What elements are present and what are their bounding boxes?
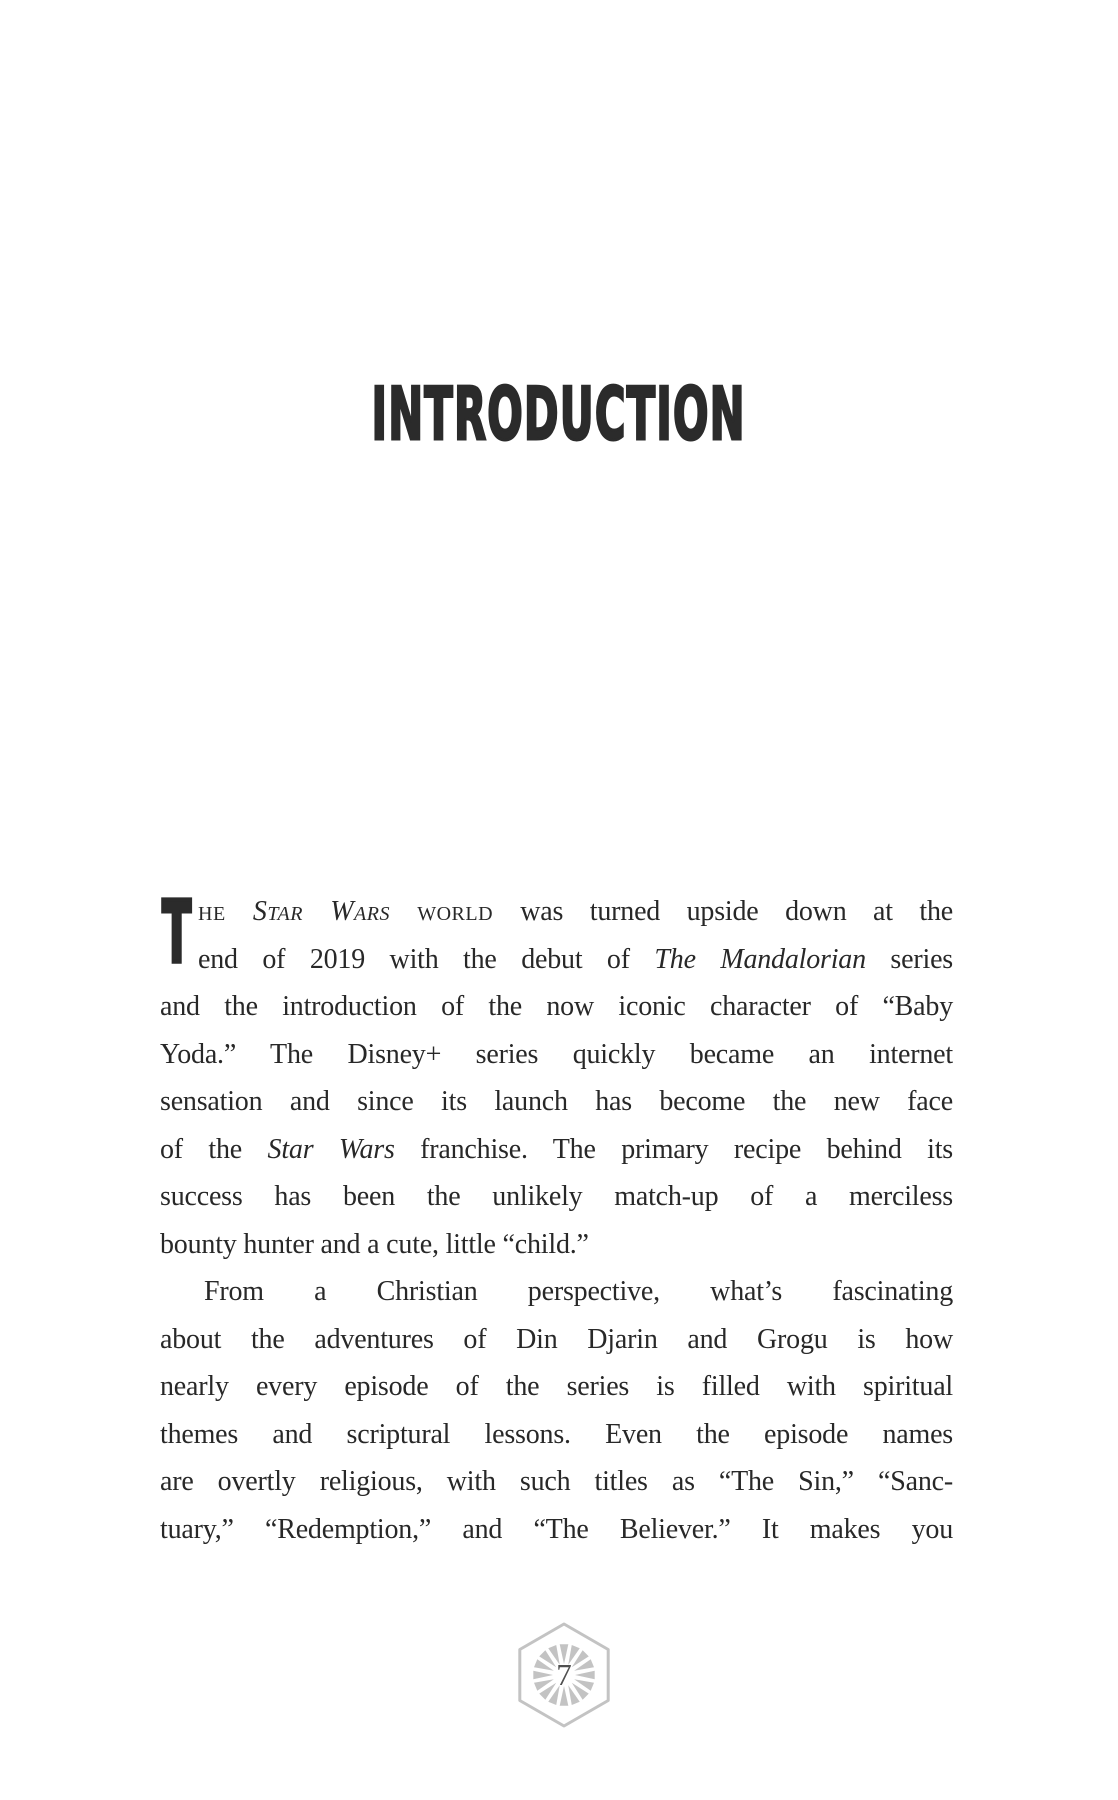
text-segment: The Mandalorian — [654, 943, 866, 975]
drop-cap: T — [162, 883, 192, 983]
text-segment: Star Wars — [267, 1133, 395, 1165]
text-segment: bounty hunter and a cute, little “child.” — [160, 1228, 589, 1260]
text-line — [160, 1458, 953, 1506]
text-segment: tuary,” “Redemption,” and “The Believer.” It makes you — [160, 1513, 953, 1545]
text-line — [160, 1268, 953, 1316]
text-segment: series — [865, 943, 953, 975]
text-line — [160, 1173, 953, 1221]
text-segment: of the — [160, 1133, 268, 1165]
text-segment: themes and scriptural lessons. Even the episode names — [160, 1418, 953, 1450]
text-line — [160, 936, 953, 984]
body-text — [160, 883, 953, 1553]
text-segment: sensation and since its launch has become the new face — [160, 1086, 953, 1117]
text-segment: end of 2019 with the debut of — [198, 943, 655, 975]
text-segment: world — [389, 896, 521, 927]
text-line — [160, 983, 953, 1031]
text-line — [160, 1506, 953, 1554]
text-line — [160, 1031, 953, 1079]
text-line — [160, 1126, 953, 1174]
text-segment: are overtly religious, with such titles as “The Sin,” “Sanc- — [160, 1466, 953, 1497]
text-line — [160, 1411, 953, 1459]
text-line — [160, 1363, 953, 1411]
text-segment: nearly every episode of the series is filled with spiritual — [160, 1371, 953, 1402]
text-segment: Yoda.” The Disney+ series quickly became an internet — [160, 1038, 953, 1070]
text-segment: franchise. The primary recipe behind its — [394, 1133, 953, 1165]
text-segment: was turned upside down at the — [520, 896, 953, 927]
text-line — [160, 1316, 953, 1364]
page-number-emblem — [506, 1617, 622, 1733]
text-segment: about the adventures of Din Djarin and Grogu is how — [160, 1323, 953, 1355]
text-segment: Star Wars — [252, 896, 390, 927]
page-number: 7 — [556, 1657, 572, 1692]
chapter-title — [0, 372, 1118, 456]
text-line — [160, 1221, 953, 1269]
paragraph-lines — [160, 883, 953, 1553]
text-line — [160, 1078, 953, 1126]
text-segment: From a Christian perspective, what’s fascinating — [204, 1276, 953, 1307]
text-segment: he — [198, 896, 253, 927]
chapter-title-text: INTRODUCTION — [371, 372, 747, 456]
text-line — [160, 888, 953, 936]
text-segment: success has been the unlikely match-up of a merciless — [160, 1181, 953, 1212]
text-segment: and the introduction of the now iconic character of “Baby — [160, 991, 953, 1022]
